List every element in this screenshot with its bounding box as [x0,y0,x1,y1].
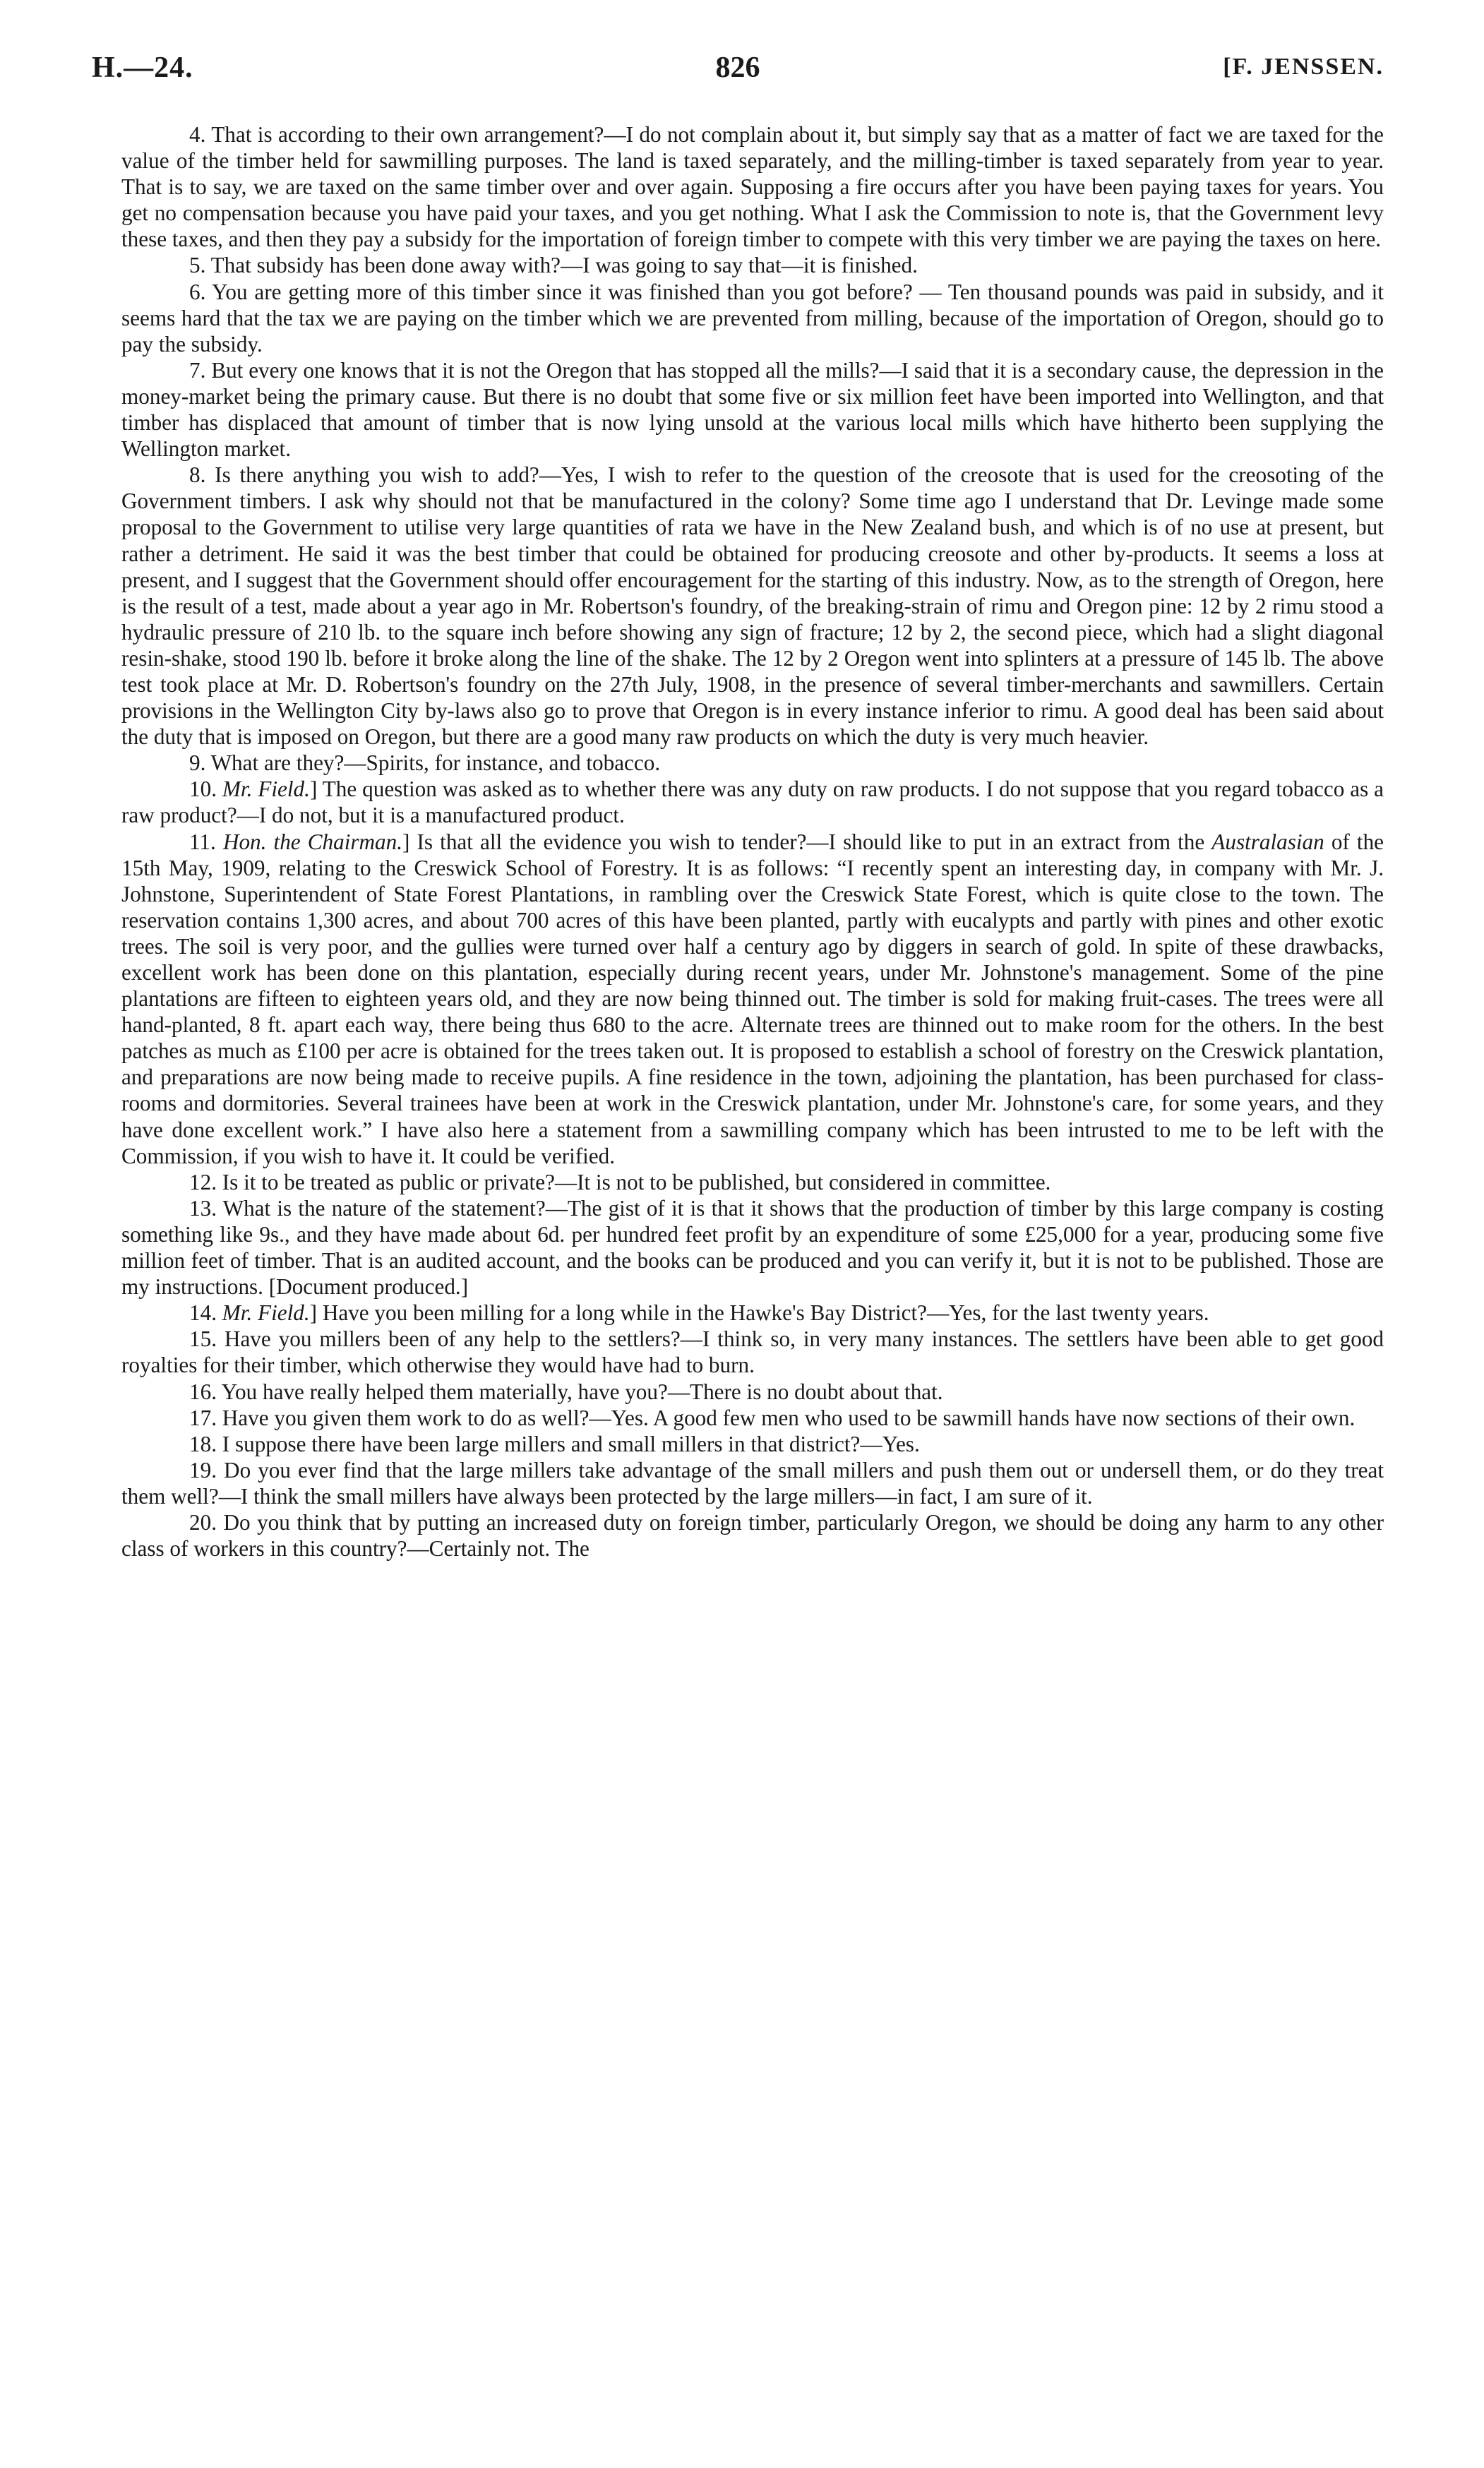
text-run: 12. Is it to be treated as public or private?—It is not to be published, but considered in committee. [189,1169,1051,1194]
text-run: 14. [189,1300,222,1326]
question-14 [121,1300,1384,1326]
question-15 [121,1326,1384,1378]
text-run: 7. But every one knows that it is not the Oregon that has stopped all the mills?—I said that it is a secondary cause, the depression in the money-market being the primary cause. But there is no doubt that some five or six million feet have been imported into Wellington, and that timber has displaced that amount of timber that is now lying unsold at the various local mills which have hitherto been supplying the Wellington market. [121,357,1384,462]
text-run: 8. Is there anything you wish to add?—Yes, I wish to refer to the question of the creosote that is used for the creosoting of the Government timbers. I ask why should not that be manufactured in the colony? Some time ago I understand that Dr. Levinge made some proposal to the Government to utilise very large quantities of rata we have in the New Zealand bush, and which is of no use at present, but rather a detriment. He said it was the best timber that could be obtained for producing creosote and other by-products. It seems a loss at present, and I suggest that the Government should offer encouragement for the starting of this industry. Now, as to the strength of Oregon, here is the result of a test, made about a year ago in Mr. Robertson's foundry, of the breaking-strain of rimu and Oregon pine: 12 by 2 rimu stood a hydraulic pressure of 210 lb. to the square inch before showing any sign of fracture; 12 by 2, the second piece, which had a slight diagonal resin-shake, stood 190 lb. before it broke along the line of the shake. The 12 by 2 Oregon went into splinters at a pressure of 145 lb. The above test took place at Mr. D. Robertson's foundry on the 27th July, 1908, in the presence of several timber-merchants and sawmillers. Certain provisions in the Wellington City by-laws also go to prove that Oregon is in every instance inferior to rimu. A good deal has been said about the duty that is imposed on Oregon, but there are a good many raw products on which the duty is very much heavier. [121,462,1384,750]
text-run: 6. You are getting more of this timber since it was finished than you got before? — Ten thousand pounds was paid in subsidy, and it seems hard that the tax we are paying on the timber which we are prevented from milling, because of the importation of Oregon, should go to pay the subsidy. [121,279,1384,357]
text-run: 11. [189,829,223,854]
text-run: of the 15th May, 1909, relating to the Creswick School of Forestry. It is as follows: “I recently spent an interesting day, in company with Mr. J. Johnstone, Superintendent of State Forest Plantations, in rambling over the Creswick State Forest, which is quite close to the town. The reservation contains 1,300 acres, and about 700 acres of this have been planted, partly with eucalypts and partly with pines and other exotic trees. The soil is very poor, and the gullies were turned over half a century ago by diggers in search of gold. In spite of these drawbacks, excellent work has been done on this plantation, especially during recent years, under Mr. Johnstone's management. Some of the pine plantations are fifteen to eighteen years old, and they are now being thinned out. The timber is sold for making fruit-cases. The trees were all hand-planted, 8 ft. apart each way, there being thus 680 to the acre. Alternate trees are thinned out to make room for the others. In the best patches as much as £100 per acre is obtained for the trees taken out. It is proposed to establish a school of forestry on the Creswick plantation, and preparations are now being made to receive pupils. A fine residence in the town, adjoining the plantation, has been purchased for class-rooms and dormitories. Several trainees have been at work in the Creswick plantation, under Mr. Johnstone's care, for some years, and they have done excellent work.” I have also here a statement from a sawmilling company which has been intrusted to me to be left with the Commission, if you wish to have it. It could be verified. [121,829,1384,1168]
question-18 [121,1431,1384,1457]
italic-run: Mr. Field. [222,1300,310,1326]
text-run: 9. What are they?—Spirits, for instance, and tobacco. [189,750,661,776]
text-run: 16. You have really helped them materially, have you?—There is no doubt about that. [189,1379,943,1404]
text-run: 15. Have you millers been of any help to the settlers?—I think so, in very many instances. The settlers have been able to get good royalties for their timber, which otherwise they would have had to burn. [121,1326,1384,1378]
text-run: 20. Do you think that by putting an increased duty on foreign timber, particularly Oregon, we should be doing any harm to any other class of workers in this country?—Certainly not. The [121,1509,1384,1562]
question-5 [121,252,1384,278]
question-10 [121,776,1384,828]
text-run: 13. What is the nature of the statement?—The gist of it is that it shows that the production of timber by this large company is costing something like 9s., and they have made about 6d. per hundred feet profit by an expenditure of some £25,000 for a year, producing some five million feet of timber. That is an audited account, and the books can be produced and you can verify it, but it is not to be published. Those are my instructions. [Document produced.] [121,1195,1384,1300]
question-16 [121,1379,1384,1405]
text-run: ] Have you been milling for a long while in the Hawke's Bay District?—Yes, for the last twenty years. [309,1300,1209,1326]
question-4 [121,121,1384,252]
text-run: ] Is that all the evidence you wish to tender?—I should like to put in an extract from the [402,829,1212,854]
question-17 [121,1405,1384,1431]
report-reference: H.—24. [92,52,193,84]
text-run: 19. Do you ever find that the large millers take advantage of the small millers and push them out or undersell them, or do they treat them well?—I think the small millers have always been protected by the large millers—in fact, I am sure of it. [121,1457,1384,1509]
question-11 [121,829,1384,1169]
text-run: 5. That subsidy has been done away with?—I was going to say that—it is finished. [189,253,918,278]
italic-run: Australasian [1211,829,1324,854]
italic-run: Mr. Field. [222,777,310,802]
italic-run: Hon. the Chairman. [222,829,403,854]
question-20 [121,1509,1384,1562]
text-run: 4. That is according to their own arrangement?—I do not complain about it, but simply say that as a matter of fact we are taxed for the value of the timber held for sawmilling purposes. The land is taxed separately, and the milling-timber is taxed separately from year to year. That is to say, we are taxed on the same timber over and over again. Supposing a fire occurs after you have been paying taxes for years. You get no compensation because you have paid your taxes, and you get nothing. What I ask the Commission to note is, that the Government levy these taxes, and then they pay a subsidy for the importation of foreign timber to compete with this very timber we are paying the taxes on here. [121,122,1384,252]
evidence-body [121,121,1384,1562]
question-8 [121,462,1384,750]
question-9 [121,750,1384,776]
text-run: 10. [189,777,222,802]
question-6 [121,279,1384,357]
question-13 [121,1195,1384,1300]
text-run: 17. Have you given them work to do as well?—Yes. A good few men who used to be sawmill hands have now sections of their own. [189,1405,1356,1430]
page-number: 826 [715,52,760,84]
question-7 [121,357,1384,462]
page-header [92,51,1384,93]
text-run: 18. I suppose there have been large millers and small millers in that district?—Yes. [189,1431,920,1456]
question-12 [121,1169,1384,1195]
text-run: ] The question was asked as to whether there was any duty on raw products. I do not suppose that you regard tobacco as a raw product?—I do not, but it is a manufactured product. [121,777,1384,828]
question-19 [121,1457,1384,1509]
witness-name: [F. JENSSEN. [1223,54,1384,80]
